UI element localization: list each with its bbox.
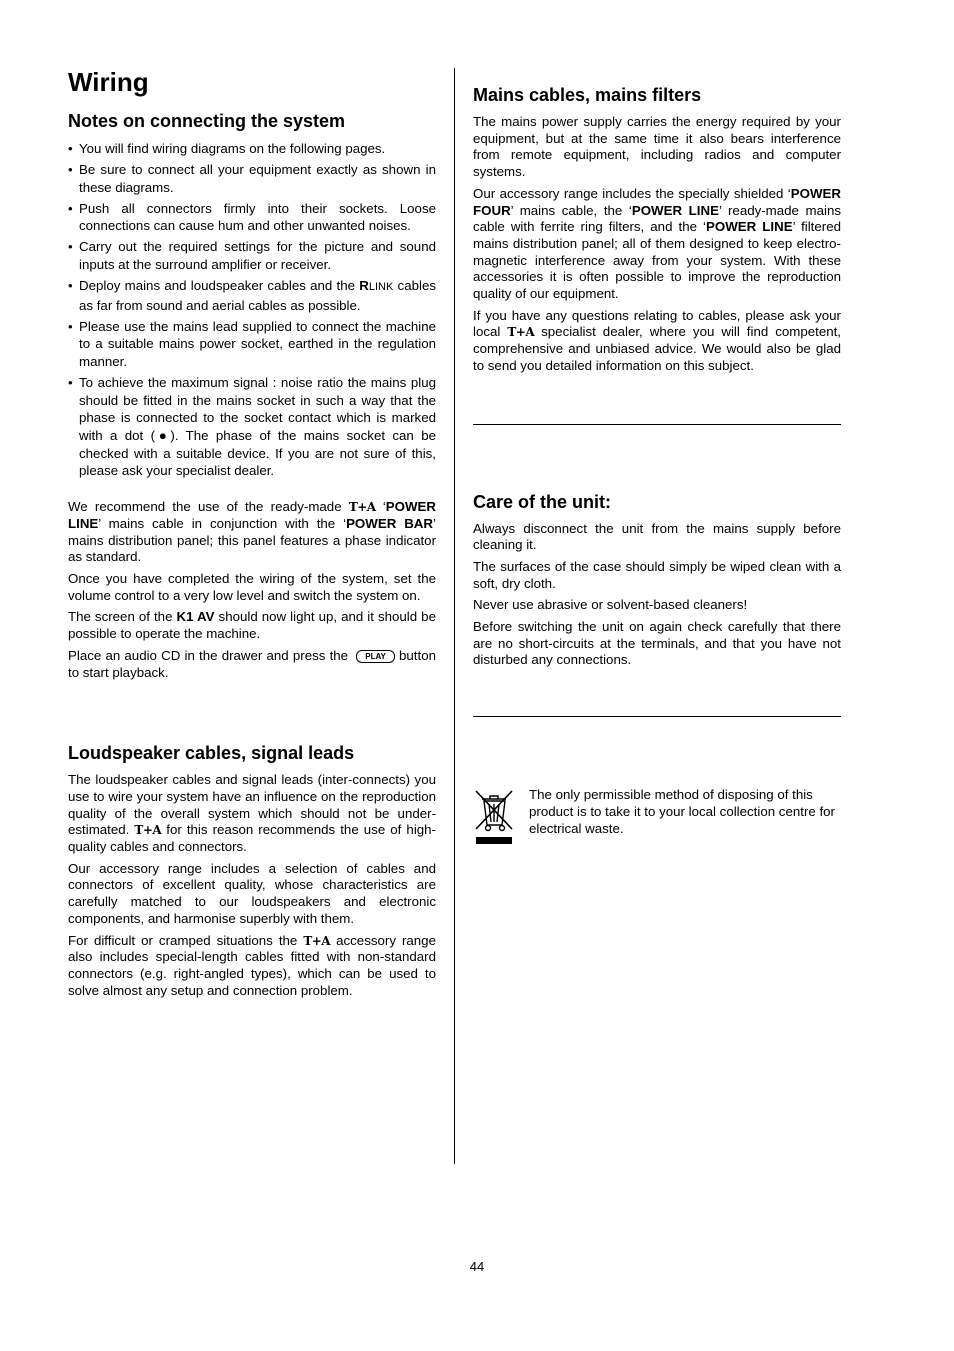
paragraph: For difficult or cramped situations the T+A accessory range also includes special-length cables fitted with non-standard connectors (e.g. right-angled types), which can be used to solve almost any setup and connection problem. (68, 932, 436, 998)
brand-logo: T+A (507, 325, 535, 340)
loudspeaker-heading: Loudspeaker cables, signal leads (68, 743, 355, 764)
brand-logo: T+A (348, 500, 376, 515)
dot-symbol: ● (155, 427, 171, 443)
care-heading: Care of the unit: (473, 491, 611, 512)
page-title: Wiring (68, 67, 149, 97)
right-column (473, 66, 841, 850)
paragraph: Our accessory range includes a selection of cables and connectors of excellent quality, whose characteristics are carefully matched to our loudspeakers and electronic components, and harmonise superbly with them. (68, 860, 436, 926)
list-item: • Carry out the required settings for the picture and sound inputs at the surround amplifier or receiver. (68, 238, 436, 273)
disposal-notice (473, 787, 841, 850)
rlink-r: R (359, 278, 369, 294)
list-item: • Push all connectors firmly into their sockets. Loose connections can cause hum and other unwanted noises. (68, 200, 436, 235)
list-item: • You will find wiring diagrams on the following pages. (68, 140, 436, 158)
disposal-text: The only permissible method of disposing of this product is to take it to your local collection centre for electrical waste. (529, 787, 835, 836)
paragraph: Our accessory range includes the specially shielded ‘POWER FOUR’ mains cable, the ‘POWER LINE’ ready-made mains cable with ferrite ring filters, and the ‘POWER LINE’ filtered mains distribution panel; all of them designed to keep electro-magnetic interference away from your system. With these accessories it is often possible to improve the reproduction quality of our equipment. (473, 185, 841, 302)
mains-heading: Mains cables, mains filters (473, 85, 702, 105)
list-item: • Be sure to connect all your equipment exactly as shown in these diagrams. (68, 161, 436, 196)
column-divider (454, 68, 455, 1164)
paragraph: Place an audio CD in the drawer and press the PLAY button to start playback. (68, 647, 436, 680)
paragraph: Once you have completed the wiring of the system, set the volume control to a very low level and switch the system on. (68, 571, 436, 603)
list-item: • Please use the mains lead supplied to connect the machine to a suitable mains power socket, earthed in the regulation manner. (68, 318, 436, 371)
paragraph: Never use abrasive or solvent-based cleaners! (473, 597, 748, 613)
paragraph: The mains power supply carries the energy required by your equipment, but at the same time it also bears interference from remote equipment, including radios and computer systems. (473, 114, 841, 180)
notes-list (68, 140, 436, 480)
paragraph: Before switching the unit on again check carefully that there are no short-circuits at the terminals, and that you have not disturbed any connections. (473, 619, 841, 668)
brand-logo: T+A (303, 933, 331, 948)
notes-heading: Notes on connecting the system (68, 111, 346, 131)
crossed-out-wheelie-bin-icon (473, 787, 515, 850)
play-button-icon: PLAY (356, 650, 395, 663)
rlink-link: LINK (368, 281, 394, 294)
list-item: • To achieve the maximum signal : noise ratio the mains plug should be fitted in the mains socket in such a way that the phase is connected to the socket contact which is marked with a dot (●). The phase of the mains socket can be checked with a suitable device. If you are not sure of this, please ask your specialist dealer. (68, 374, 436, 480)
recommend-paragraph: We recommend the use of the ready-made T+A ‘POWER LINE’ mains cable in conjunction with the ‘POWER BAR’ mains distribution panel; this panel features a phase indicator as standard. (68, 499, 437, 565)
paragraph: If you have any questions relating to cables, please ask your local T+A specialist dealer, where you will find competent, comprehensive and unbiased advice. We would also be glad to send you detailed information on this subject. (473, 307, 842, 373)
page-number: 44 (469, 1259, 485, 1274)
paragraph: Always disconnect the unit from the mains supply before cleaning it. (473, 520, 841, 553)
paragraph: The surfaces of the case should simply be wiped clean with a soft, dry cloth. (473, 558, 841, 591)
left-column (68, 66, 436, 1004)
brand-logo: T+A (134, 823, 162, 838)
paragraph: The loudspeaker cables and signal leads (inter-connects) you use to wire your system have an influence on the reproduction quality of the overall system which should not be under-estimated. T+A for this reason recommends the use of high-quality cables and connectors. (68, 772, 436, 855)
list-item: • Deploy mains and loudspeaker cables and the RLINK cables as far from sound and aerial cables as possible. (68, 277, 436, 314)
paragraph: The screen of the K1 AV should now light up, and it should be possible to operate the machine. (68, 609, 436, 642)
